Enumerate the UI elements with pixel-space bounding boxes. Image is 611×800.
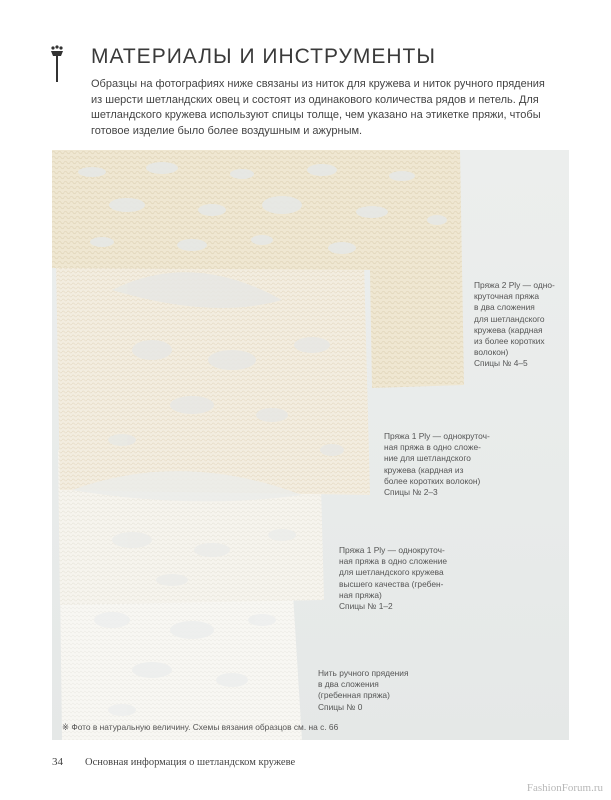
label-handspun: Нить ручного прядения в два сложения (гребенная пряжа) Спицы № 0 [318, 668, 409, 712]
running-title: Основная информация о шетландском кружеве [85, 757, 296, 768]
label-1ply: Пряжа 1 Ply — однокруточ- ная пряжа в одно сложе- ние для шетландского кружева (кардная из более коротких волокон) Спицы № 2–3 [384, 431, 490, 498]
label-2ply: Пряжа 2 Ply — одно- круточная пряжа в два сложения для шетландского кружева (кардная из более коротких волокон) Спицы № 4–5 [474, 280, 555, 369]
page-number: 34 [52, 756, 63, 768]
intro-line: Образцы на фотографиях ниже связаны из ниток для кружева и ниток ручного прядения [91, 78, 545, 90]
intro-line: шетландского кружева используют спицы толще, чем указано на этикетке пряжи, чтобы [91, 109, 541, 122]
lace-swatches-illustration [52, 150, 569, 740]
intro-line: из шерсти шетландских овец и состоят из одинакового количества рядов и петель. Для [91, 93, 539, 106]
page-title: МАТЕРИАЛЫ И ИНСТРУМЕНТЫ [91, 45, 436, 68]
intro-paragraph [91, 77, 571, 139]
lace-swatches-photo [52, 150, 569, 740]
label-1ply-fine: Пряжа 1 Ply — однокруточ- ная пряжа в одно сложение для шетландского кружева высшего качества (гребен- ная пряжа) Спицы № 1–2 [339, 545, 448, 612]
crown-ornament-icon [47, 44, 67, 84]
intro-line: готовое изделие было более воздушным и ажурным. [91, 124, 363, 137]
photo-caption: ※ Фото в натуральную величину. Схемы вязания образцов см. на с. 66 [62, 722, 339, 732]
watermark: FashionForum.ru [526, 782, 603, 794]
